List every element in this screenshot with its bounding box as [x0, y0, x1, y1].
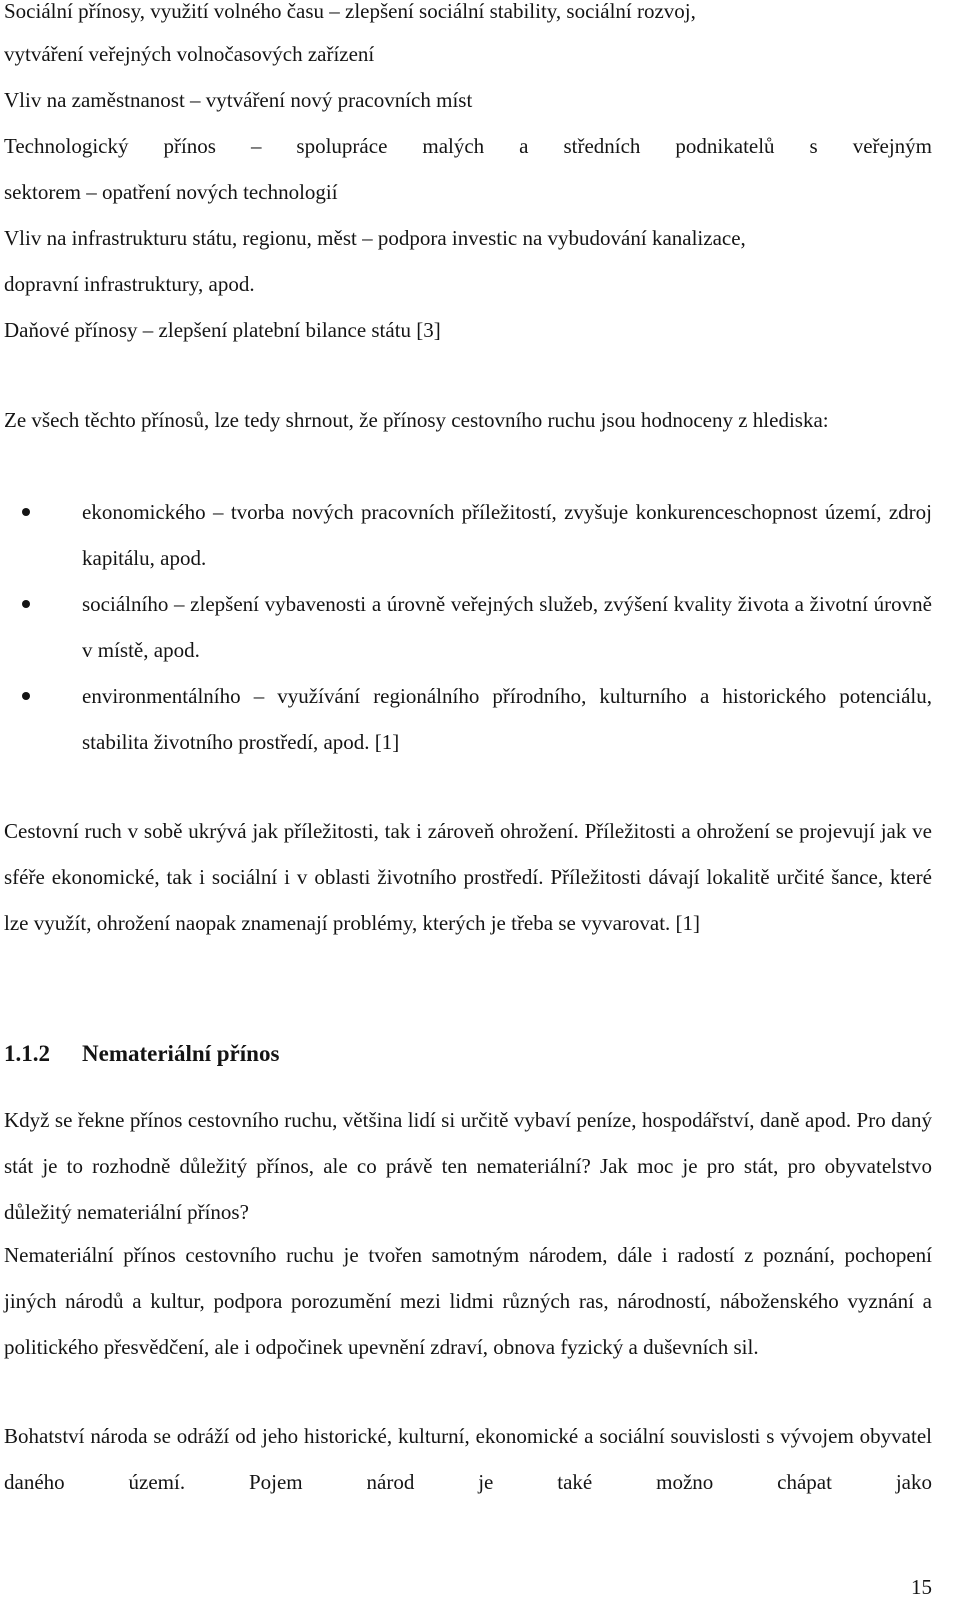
list-item-text: sociálního – zlepšení vybavenosti a úrovně veřejných služeb, zvýšení kvality života a životní úrovně v místě, apod. — [82, 592, 932, 662]
intro-line-3: Vliv na zaměstnanost – vytváření nový pracovních míst — [4, 88, 473, 112]
section-title: Nemateriální přínos — [82, 1041, 280, 1066]
list-item — [4, 673, 932, 765]
list-item — [4, 581, 932, 673]
bullet-icon — [22, 600, 30, 608]
benefits-list — [4, 489, 932, 765]
intro-line-5: sektorem – opatření nových technologií — [4, 180, 338, 204]
summary-paragraph: Ze všech těchto přínosů, lze tedy shrnout, že přínosy cestovního ruchu jsou hodnoceny z hlediska: — [4, 408, 829, 432]
intro-line-7: dopravní infrastruktury, apod. — [4, 272, 255, 296]
list-item — [4, 489, 932, 581]
bullet-icon — [22, 508, 30, 516]
section-number: 1.1.2 — [4, 1041, 50, 1066]
intro-line-4: Technologický přínos – spolupráce malých a středních podnikatelů s veřejným — [4, 134, 932, 158]
intro-line-1: Sociální přínosy, využití volného času – zlepšení sociální stability, sociální rozvoj, — [4, 0, 696, 23]
intro-line-2: vytváření veřejných volnočasových zařízení — [4, 42, 375, 66]
intro-line-8: Daňové přínosy – zlepšení platební bilance státu [3] — [4, 318, 441, 342]
opportunities-paragraph: Cestovní ruch v sobě ukrývá jak příležitosti, tak i zároveň ohrožení. Příležitosti a ohrožení se projevují jak ve sféře ekonomické, tak i sociální i v oblasti životního prostředí. Příležitosti dávají lokalitě určité šance, které lze využít, ohrožení naopak znamenají problémy, kterých je třeba se vyvarovat. [1] — [4, 819, 932, 935]
section-paragraph-2: Nemateriální přínos cestovního ruchu je tvořen samotným národem, dále i radostí z poznání, pochopení jiných národů a kultur, podpora porozumění mezi lidmi různých ras, národností, náboženského vyznání a politického přesvědčení, ale i odpočinek upevnění zdraví, obnova fyzický a duševních sil. — [4, 1243, 932, 1359]
section-paragraph-3: Bohatství národa se odráží od jeho historické, kulturní, ekonomické a sociální souvislosti s vývojem obyvatel daného území. Pojem národ je také možno chápat jako — [4, 1424, 932, 1494]
intro-line-6: Vliv na infrastrukturu státu, regionu, měst – podpora investic na vybudování kanalizace, — [4, 226, 746, 250]
list-item-text: environmentálního – využívání regionálního přírodního, kulturního a historického potenciálu, stabilita životního prostředí, apod. [1] — [82, 684, 932, 754]
list-item-text: ekonomického – tvorba nových pracovních příležitostí, zvyšuje konkurenceschopnost území, zdroj kapitálu, apod. — [82, 500, 932, 570]
bullet-icon — [22, 692, 30, 700]
section-heading — [4, 1031, 279, 1077]
section-paragraph-1: Když se řekne přínos cestovního ruchu, většina lidí si určitě vybaví peníze, hospodářství, daně apod. Pro daný stát je to rozhodně důležitý přínos, ale co právě ten nemateriální? Jak moc je pro stát, pro obyvatelstvo důležitý nemateriální přínos? — [4, 1108, 932, 1224]
page-number: 15 — [911, 1575, 932, 1599]
